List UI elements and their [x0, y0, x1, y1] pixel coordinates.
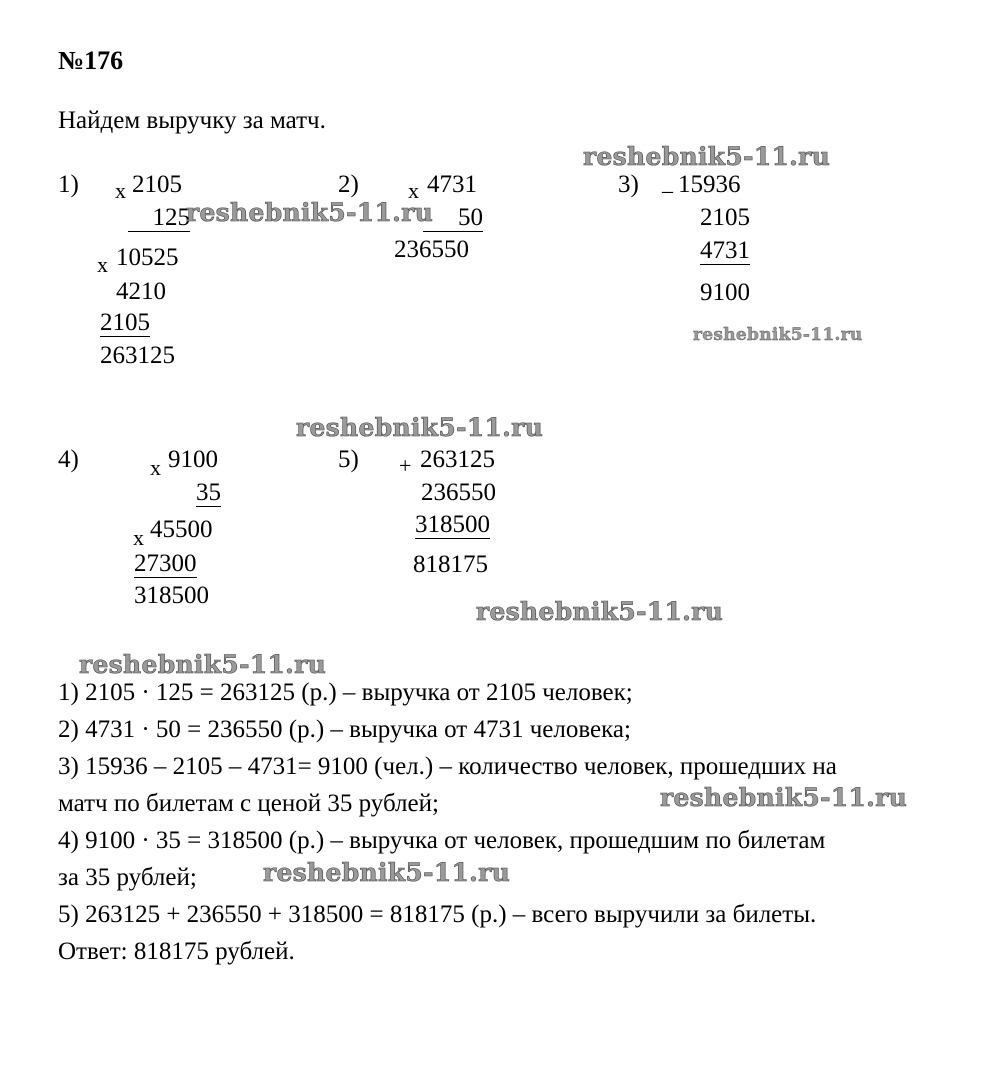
calc-5-addend-3: 318500 [415, 511, 490, 538]
calc-4-factor-b: 35 [196, 479, 221, 506]
answer-line: Ответ: 818175 рублей. [58, 938, 295, 965]
calc-1-partial-1: 10525 [116, 244, 179, 271]
calc-5-result: 818175 [413, 551, 488, 578]
calc-4-number: 4) [58, 446, 79, 473]
intro-text: Найдем выручку за матч. [58, 107, 326, 134]
calc-3-minus-sign: _ [662, 170, 673, 195]
calc-2-number: 2) [338, 171, 359, 198]
calc-2-factor-b: 50 [423, 205, 483, 232]
solution-line-6: за 35 рублей; [58, 864, 197, 891]
watermark: reshebnik5-11.ru [583, 142, 831, 171]
solution-line-4: матч по билетам с ценой 35 рублей; [58, 790, 439, 817]
calc-3-number: 3) [618, 171, 639, 198]
calc-1-result: 263125 [100, 342, 175, 369]
calc-1-factor-b: 125 [128, 205, 190, 232]
watermark: reshebnik5-11.ru [79, 650, 327, 679]
calc-3-subtrahend-1: 2105 [700, 204, 750, 231]
calc-1-factor-a: 2105 [132, 171, 182, 198]
watermark: reshebnik5-11.ru [263, 858, 511, 887]
calc-3-subtrahend-2: 4731 [700, 237, 750, 264]
solution-line-3: 3) 15936 – 2105 – 4731= 9100 (чел.) – количество человек, прошедших на [58, 753, 837, 780]
calc-1-multiply-sign: x [115, 178, 126, 203]
watermark: reshebnik5-11.ru [693, 325, 863, 345]
calc-3-result: 9100 [700, 279, 750, 306]
calc-3-minuend: 15936 [678, 171, 741, 198]
calc-5-number: 5) [338, 446, 359, 473]
calc-1-number: 1) [58, 171, 79, 198]
calc-5-addend-2: 236550 [421, 479, 496, 506]
solution-line-5: 4) 9100 · 35 = 318500 (р.) – выручка от человек, прошедшим по билетам [58, 827, 826, 854]
calc-1-partial-2: 4210 [116, 278, 166, 305]
solution-line-1: 1) 2105 · 125 = 263125 (р.) – выручка от 2105 человек; [58, 679, 633, 706]
watermark: reshebnik5-11.ru [476, 597, 724, 626]
watermark: reshebnik5-11.ru [296, 413, 544, 442]
calc-1-partial-3: 2105 [100, 309, 150, 336]
watermark: reshebnik5-11.ru [186, 198, 434, 227]
calc-1-multiply-sign-2: x [97, 252, 108, 277]
calc-5-addend-1: 263125 [420, 446, 495, 473]
calc-4-result: 318500 [134, 582, 209, 609]
calc-4-factor-a: 9100 [168, 446, 218, 473]
solution-line-2: 2) 4731 · 50 = 236550 (р.) – выручка от 4731 человека; [58, 716, 631, 743]
solution-line-7: 5) 263125 + 236550 + 318500 = 818175 (р.) – всего выручили за билеты. [58, 901, 817, 928]
calc-4-multiply-sign: x [150, 455, 161, 480]
watermark: reshebnik5-11.ru [660, 783, 908, 812]
calc-4-multiply-sign-2: x [133, 525, 144, 550]
calc-2-multiply-sign: x [408, 178, 419, 203]
calc-4-partial-2: 27300 [134, 550, 197, 577]
problem-number: №176 [58, 46, 124, 75]
calc-2-factor-a: 4731 [427, 171, 477, 198]
calc-5-plus-sign: + [399, 453, 412, 478]
calc-2-result: 236550 [394, 236, 469, 263]
calc-4-partial-1: 45500 [150, 516, 213, 543]
